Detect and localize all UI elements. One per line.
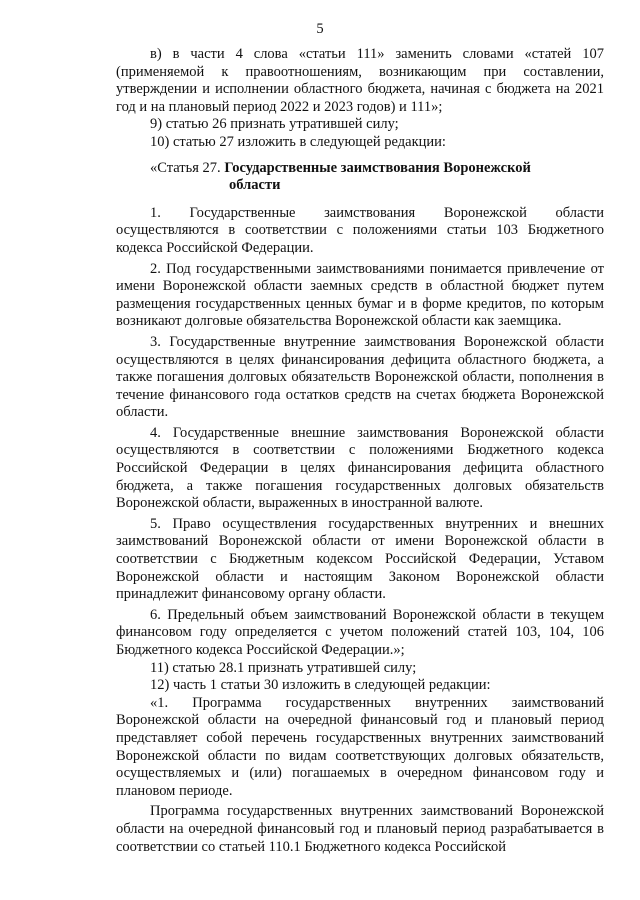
paragraph-item-12: 12) часть 1 статьи 30 изложить в следующей редакции: bbox=[150, 677, 491, 694]
article-paragraph-1: 1. Государственные заимствования Воронежской области осуществляются в соответствии с положениями статьи 103 Бюджетного кодекса Российской Федерации. bbox=[116, 204, 604, 256]
article-number: «Статья 27. bbox=[150, 159, 221, 176]
article-paragraph-3: 3. Государственные внутренние заимствования Воронежской области осуществляются в целях финансирования дефицита областного бюджета, а также погашения долговых обязательств Воронежской области, пополнения в течение финансового года остатков средств на счетах бюджета Воронежской области. bbox=[116, 333, 604, 421]
article-title-line2: области bbox=[229, 177, 281, 194]
article-paragraph-6: 6. Предельный объем заимствований Воронежской области в текущем финансовом году определяется с учетом положений статей 103, 104, 106 Бюджетного кодекса Российской Федерации.»; bbox=[116, 606, 604, 658]
paragraph-program-1: «1. Программа государственных внутренних заимствований Воронежской области на очередной финансовый год и плановый период представляет собой перечень государственных внутренних заимствований Воронежской области по видам соответствующих долговых обязательств, осуществляемых и (или) погашаемых в очередном финансовом году и плановом периоде. bbox=[116, 694, 604, 799]
article-27-heading bbox=[116, 160, 604, 195]
article-paragraph-5: 5. Право осуществления государственных внутренних и внешних заимствований Воронежской области от имени Воронежской области в соответствии с Бюджетным кодексом Российской Федерации, Уставом Воронежской области и настоящим Законом Воронежской области принадлежит финансовому органу области. bbox=[116, 515, 604, 603]
paragraph-item-10: 10) статью 27 изложить в следующей редакции: bbox=[150, 133, 446, 150]
article-title-line1: Государственные заимствования Воронежской bbox=[224, 159, 531, 176]
article-paragraph-4: 4. Государственные внешние заимствования Воронежской области осуществляются в соответствии с положениями Бюджетного кодекса Российской Федерации в целях финансирования дефицита областного бюджета, а также погашения государственных долговых обязательств Воронежской области, выраженных в иностранной валюте. bbox=[116, 424, 604, 512]
paragraph-program-2: Программа государственных внутренних заимствований Воронежской области на очередной финансовый год и плановый период разрабатывается в соответствии со статьей 110.1 Бюджетного кодекса Российской bbox=[116, 803, 604, 855]
article-paragraph-2: 2. Под государственными заимствованиями понимается привлечение от имени Воронежской области заемных средств в областной бюджет путем размещения государственных ценных бумаг и в форме кредитов, по которым возникают долговые обязательства Воронежской области как заемщика. bbox=[116, 260, 604, 330]
document-body bbox=[116, 46, 604, 856]
paragraph-amendment-v: в) в части 4 слова «статьи 111» заменить словами «статей 107 (применяемой к правоотношениям, возникающим при составлении, утверждении и исполнении областного бюджета, начиная с бюджета на 2021 год и на плановый период 2022 и 2023 годов) и 111»; bbox=[116, 46, 604, 115]
paragraph-item-9: 9) статью 26 признать утратившей силу; bbox=[150, 116, 399, 133]
page-number: 5 bbox=[316, 21, 324, 37]
paragraph-item-11: 11) статью 28.1 признать утратившей силу; bbox=[150, 659, 417, 676]
